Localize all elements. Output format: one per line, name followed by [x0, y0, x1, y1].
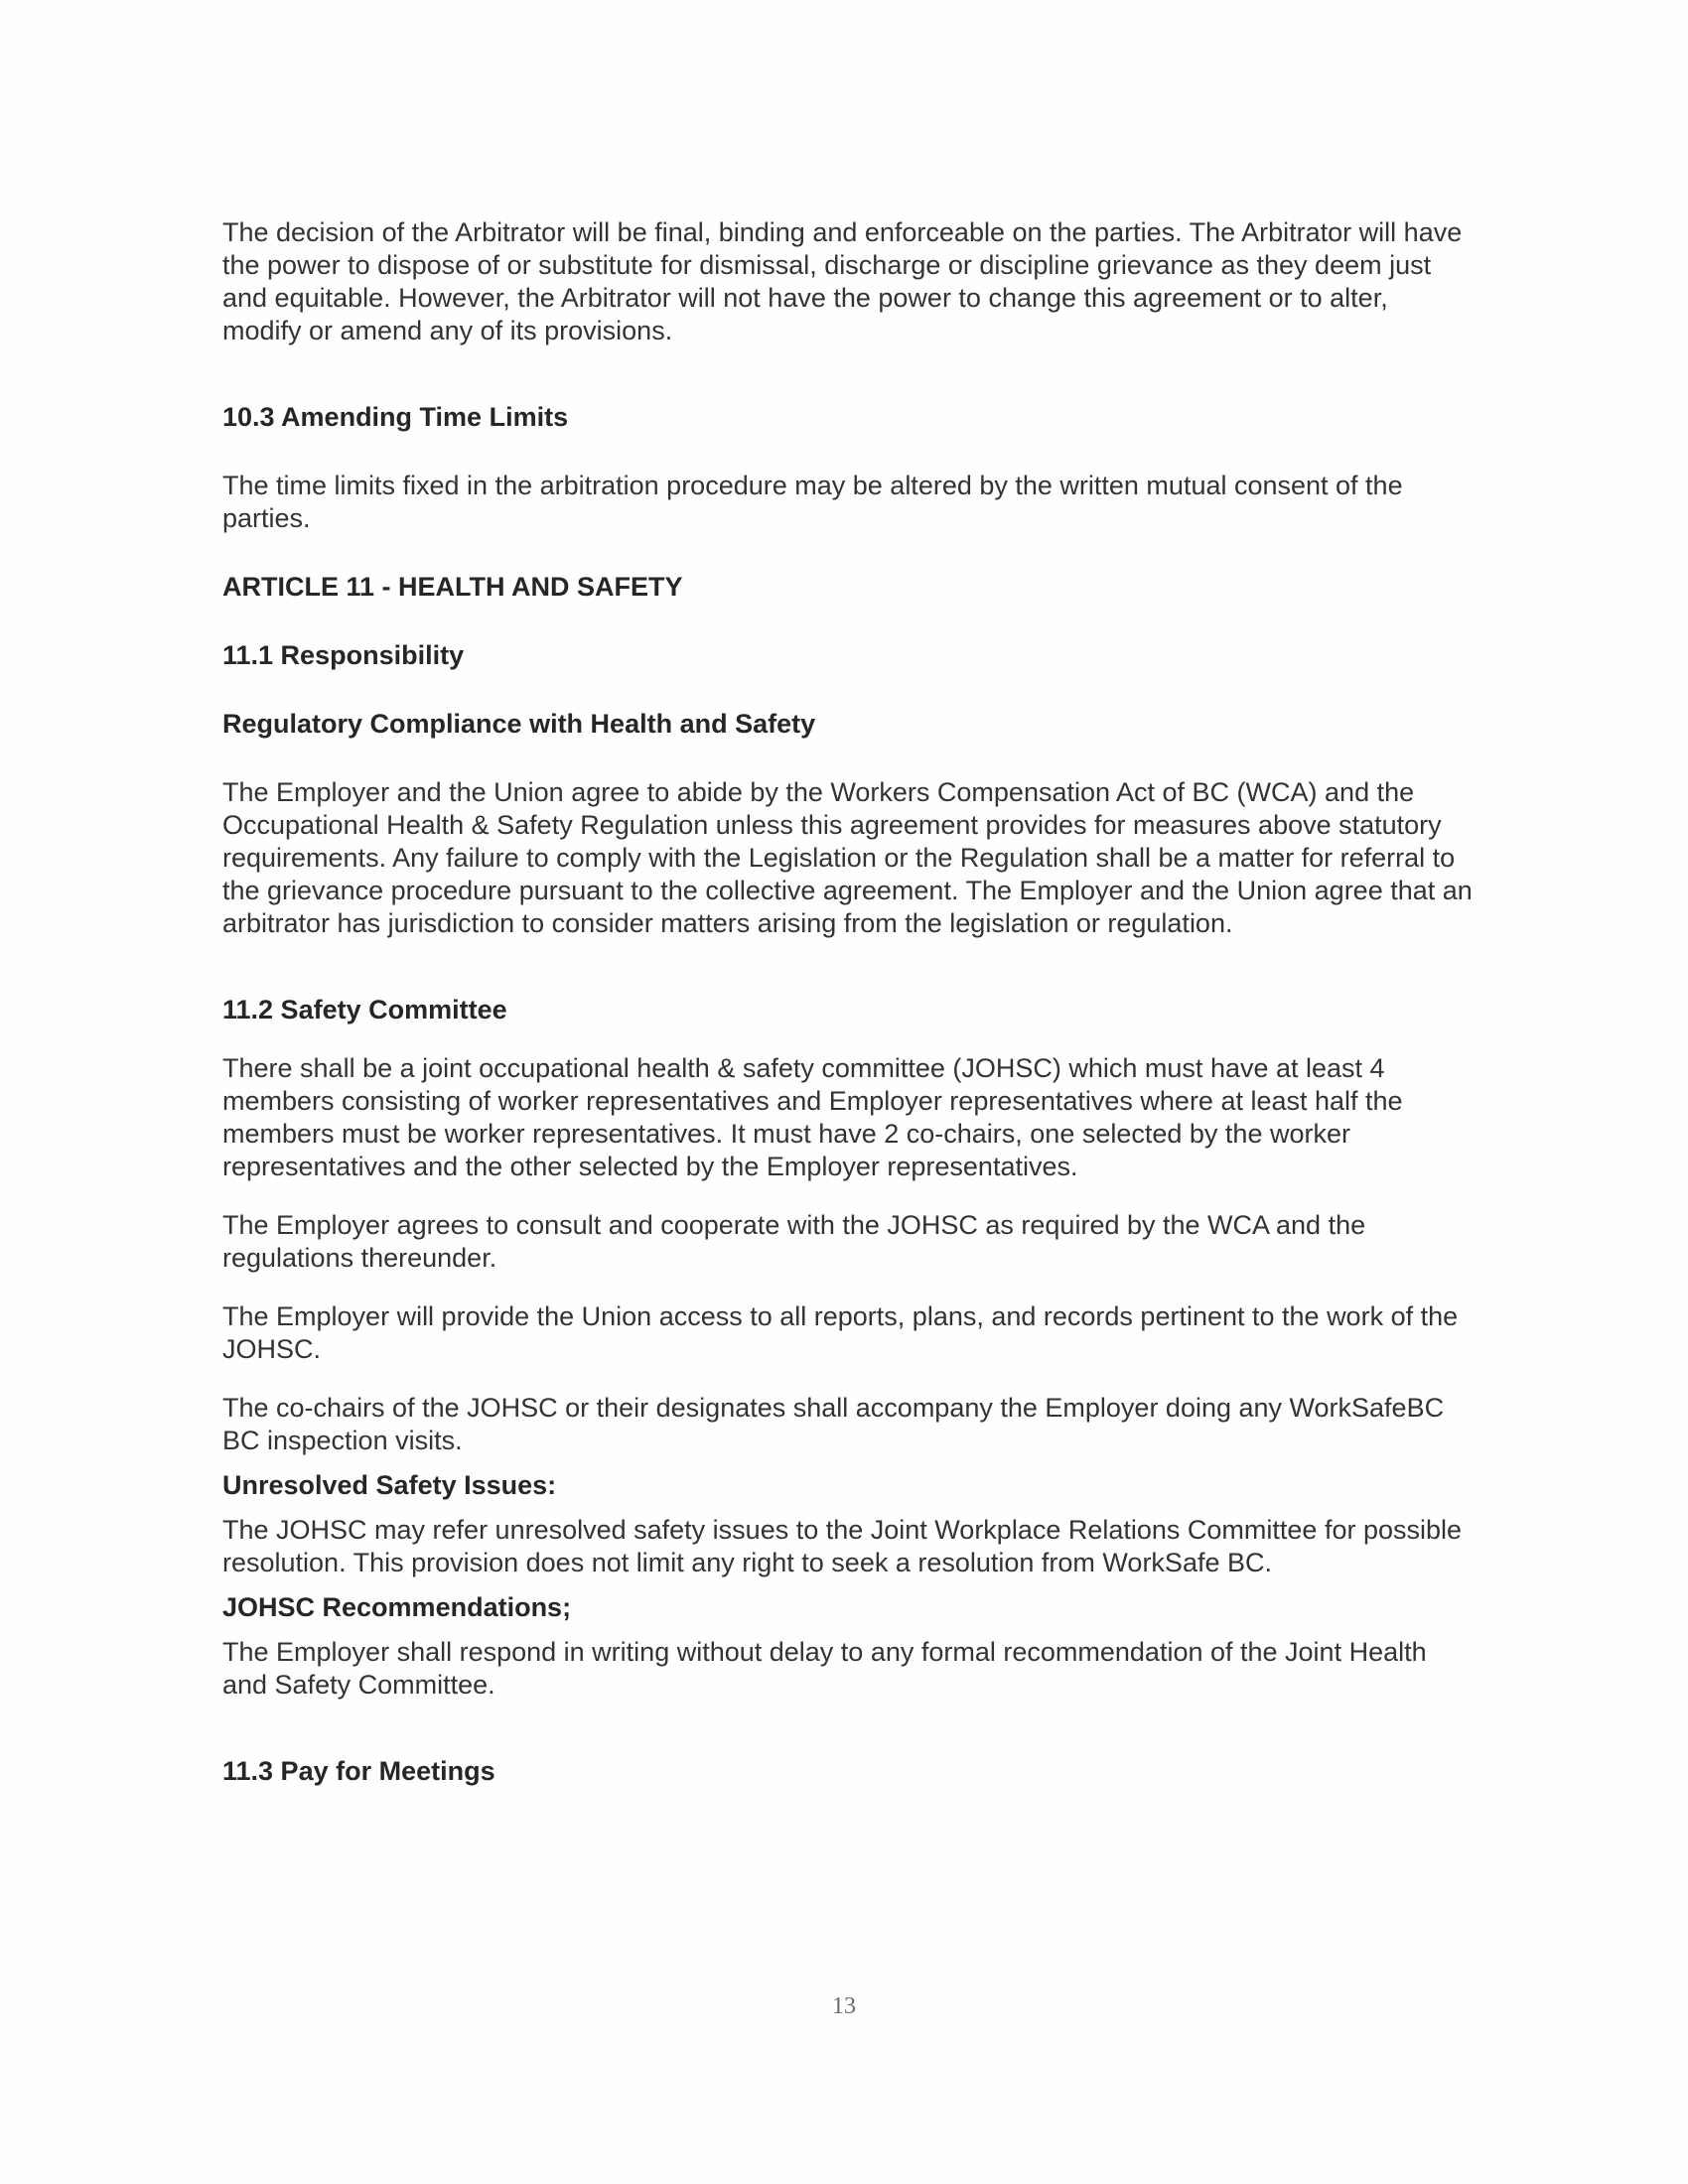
paragraph-johsc-recommendations: The Employer shall respond in writing without delay to any formal recommendation of the Joint Health and Safety Committee. [222, 1637, 1427, 1700]
page-content [222, 216, 1474, 1788]
heading-11-3-pay-for-meetings: 11.3 Pay for Meetings [222, 1756, 495, 1786]
heading-11-2-safety-committee: 11.2 Safety Committee [222, 995, 507, 1024]
heading-unresolved-safety-issues: Unresolved Safety Issues: [222, 1470, 557, 1500]
heading-regulatory-compliance: Regulatory Compliance with Health and Safety [222, 709, 816, 739]
heading-10-3-amending-time-limits: 10.3 Amending Time Limits [222, 402, 569, 432]
paragraph-arbitrator-decision: The decision of the Arbitrator will be final, binding and enforceable on the parties. The Arbitrator will have the power to dispose of or substitute for dismissal, discharge or discipline grievance as they deem just and equitable. However, the Arbitrator will not have the power to change this agreement or to alter, modify or amend any of its provisions. [222, 217, 1463, 345]
paragraph-johsc-composition: There shall be a joint occupational health & safety committee (JOHSC) which must have at least 4 members consisting of worker representatives and Employer representatives where at least half the members must be worker representatives. It must have 2 co-chairs, one selected by the worker representatives and the other selected by the Employer representatives. [222, 1053, 1403, 1181]
paragraph-union-access: The Employer will provide the Union access to all reports, plans, and records pertinent to the work of the JOHSC. [222, 1301, 1459, 1364]
paragraph-co-chairs-inspection: The co-chairs of the JOHSC or their designates shall accompany the Employer doing any WorkSafeBC BC inspection visits. [222, 1393, 1445, 1455]
heading-johsc-recommendations: JOHSC Recommendations; [222, 1592, 572, 1622]
heading-11-1-responsibility: 11.1 Responsibility [222, 640, 465, 670]
paragraph-unresolved-safety-issues: The JOHSC may refer unresolved safety issues to the Joint Workplace Relations Committee for possible resolution. This provision does not limit any right to seek a resolution from WorkSafe BC. [222, 1515, 1463, 1577]
paragraph-amending-time-limits: The time limits fixed in the arbitration procedure may be altered by the written mutual consent of the parties. [222, 471, 1403, 533]
paragraph-regulatory-compliance: The Employer and the Union agree to abide by the Workers Compensation Act of BC (WCA) and the Occupational Health & Safety Regulation unless this agreement provides for measures above statutory requirements. Any failure to comply with the Legislation or the Regulation shall be a matter for referral to the grievance procedure pursuant to the collective agreement. The Employer and the Union agree that an arbitrator has jurisdiction to consider matters arising from the legislation or regulation. [222, 777, 1473, 938]
page-number: 13 [832, 1993, 856, 2019]
heading-article-11: ARTICLE 11 - HEALTH AND SAFETY [222, 572, 683, 602]
paragraph-employer-consult: The Employer agrees to consult and cooperate with the JOHSC as required by the WCA and the regulations thereunder. [222, 1210, 1366, 1273]
